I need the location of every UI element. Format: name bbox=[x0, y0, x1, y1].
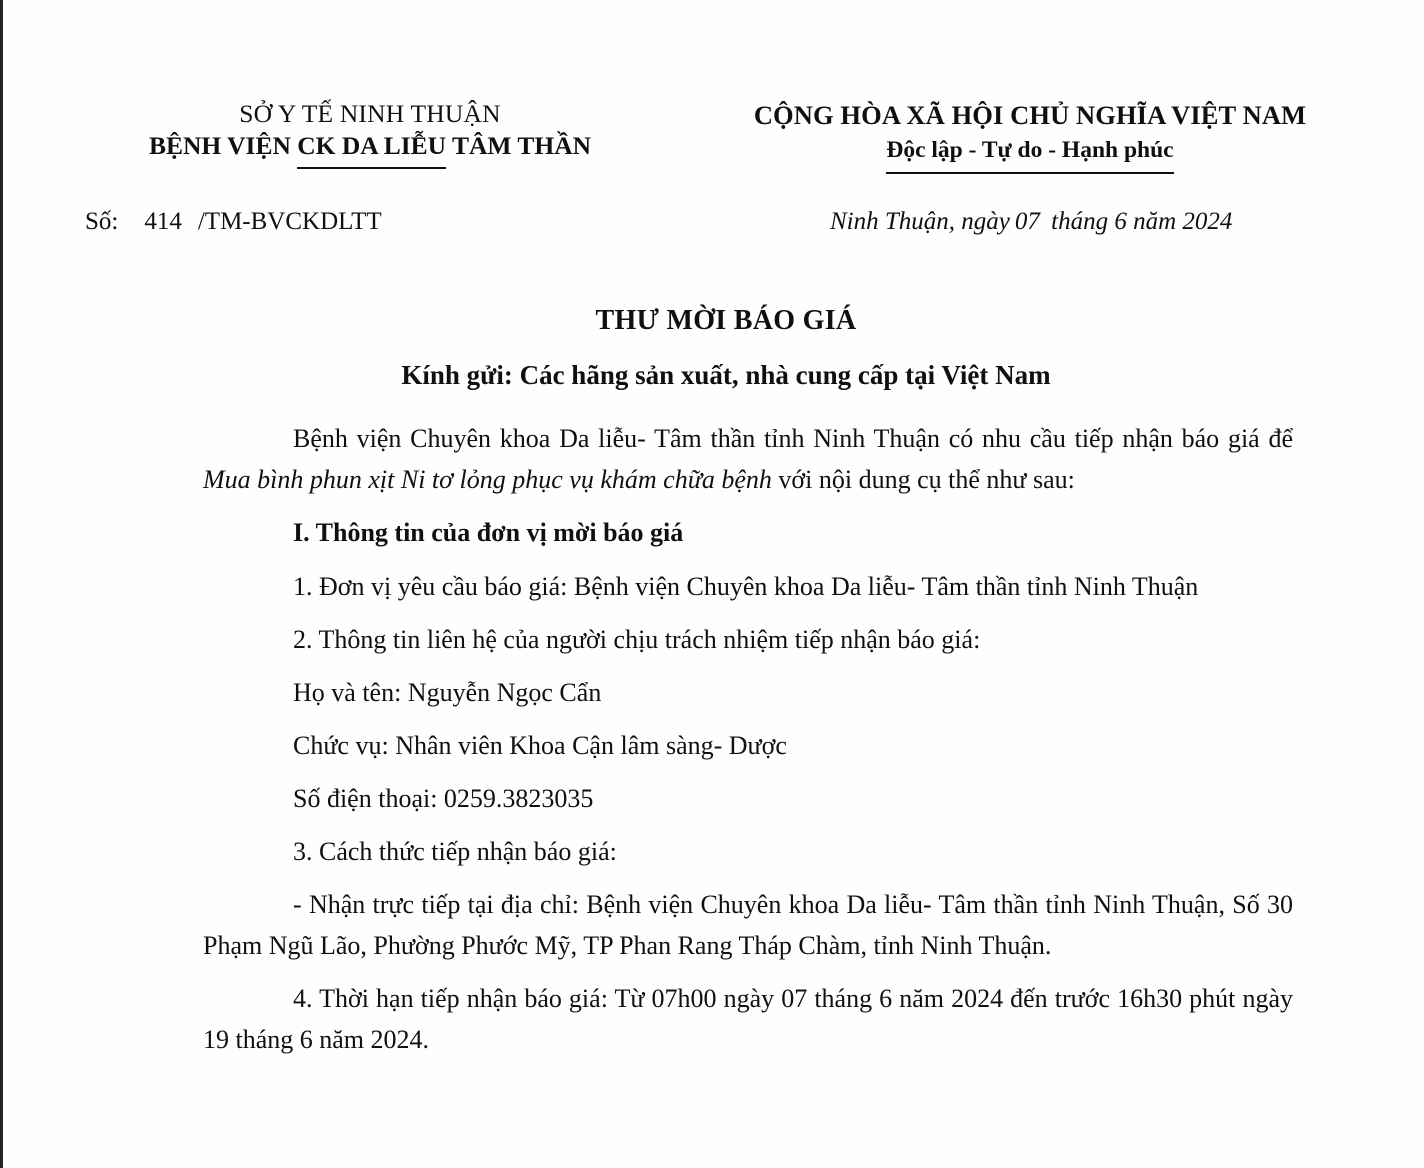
national-heading-block bbox=[700, 100, 1360, 164]
intro-paragraph bbox=[203, 418, 1293, 500]
section-1-item-2: 2. Thông tin liên hệ của người chịu trách nhiệm tiếp nhận báo giá: bbox=[293, 625, 981, 654]
department-name: SỞ Y TẾ NINH THUẬN bbox=[239, 99, 501, 128]
date-place: Ninh Thuận, ngày bbox=[830, 208, 1010, 235]
date-year-label: năm bbox=[1133, 208, 1177, 235]
section-1-item-3: 3. Cách thức tiếp nhận báo giá: bbox=[293, 837, 617, 866]
section-1-item-3-address: - Nhận trực tiếp tại địa chỉ: Bệnh viện Chuyên khoa Da liễu- Tâm thần tỉnh Ninh Thuận, Số 30 Phạm Ngũ Lão, Phường Phước Mỹ, TP Phan Rang Tháp Chàm, tỉnh Ninh Thuận. bbox=[203, 890, 1293, 960]
national-title: CỘNG HÒA XÃ HỘI CHỦ NGHĨA VIỆT NAM bbox=[753, 100, 1307, 130]
issuing-authority-block bbox=[60, 100, 680, 161]
hospital-name bbox=[60, 131, 680, 162]
date-month: 6 bbox=[1114, 208, 1127, 235]
date-year: 2024 bbox=[1182, 208, 1233, 235]
date-day: 07 bbox=[1014, 208, 1040, 235]
document-header bbox=[0, 0, 1424, 260]
national-motto-text: Độc lập - Tự do - Hạnh phúc bbox=[886, 137, 1173, 174]
section-1-heading: I. Thông tin của đơn vị mời báo giá bbox=[293, 518, 684, 547]
document-number-suffix: /TM-BVCKDLTT bbox=[197, 208, 382, 235]
hospital-name-underlined: CK DA LIỄU bbox=[297, 131, 446, 169]
document-number-value: 414 bbox=[144, 208, 182, 235]
intro-part-1: Bệnh viện Chuyên khoa Da liễu- Tâm thần tỉnh Ninh Thuận có nhu cầu tiếp nhận báo giá để bbox=[293, 424, 1293, 453]
contact-position-line: Chức vụ: Nhân viên Khoa Cận lâm sàng- Dược bbox=[293, 731, 787, 760]
document-number-label: Số: bbox=[85, 208, 119, 235]
hospital-name-suffix: TÂM THẦN bbox=[446, 130, 592, 160]
intro-part-2: với nội dung cụ thể như sau: bbox=[771, 465, 1075, 494]
document-title: THƯ MỜI BÁO GIÁ bbox=[595, 305, 857, 336]
intro-italic-subject: Mua bình phun xịt Ni tơ lỏng phục vụ khám chữa bệnh bbox=[203, 465, 772, 494]
date-month-label: tháng bbox=[1051, 208, 1109, 235]
hospital-name-prefix: BỆNH VIỆN bbox=[148, 130, 298, 160]
contact-name-line: Họ và tên: Nguyễn Ngọc Cẩn bbox=[293, 678, 602, 707]
section-1-item-1: 1. Đơn vị yêu cầu báo giá: Bệnh viện Chuyên khoa Da liễu- Tâm thần tỉnh Ninh Thuận bbox=[293, 572, 1199, 601]
document-number-line bbox=[85, 208, 382, 236]
salutation-line: Kính gửi: Các hãng sản xuất, nhà cung cấp tại Việt Nam bbox=[401, 360, 1051, 390]
section-1-item-4: 4. Thời hạn tiếp nhận báo giá: Từ 07h00 ngày 07 tháng 6 năm 2024 đến trước 16h30 phút ngày 19 tháng 6 năm 2024. bbox=[203, 984, 1293, 1054]
place-and-date-line bbox=[830, 208, 1232, 236]
contact-phone-line: Số điện thoại: 0259.3823035 bbox=[293, 784, 594, 813]
document-body bbox=[203, 418, 1293, 1072]
national-motto bbox=[700, 136, 1360, 164]
